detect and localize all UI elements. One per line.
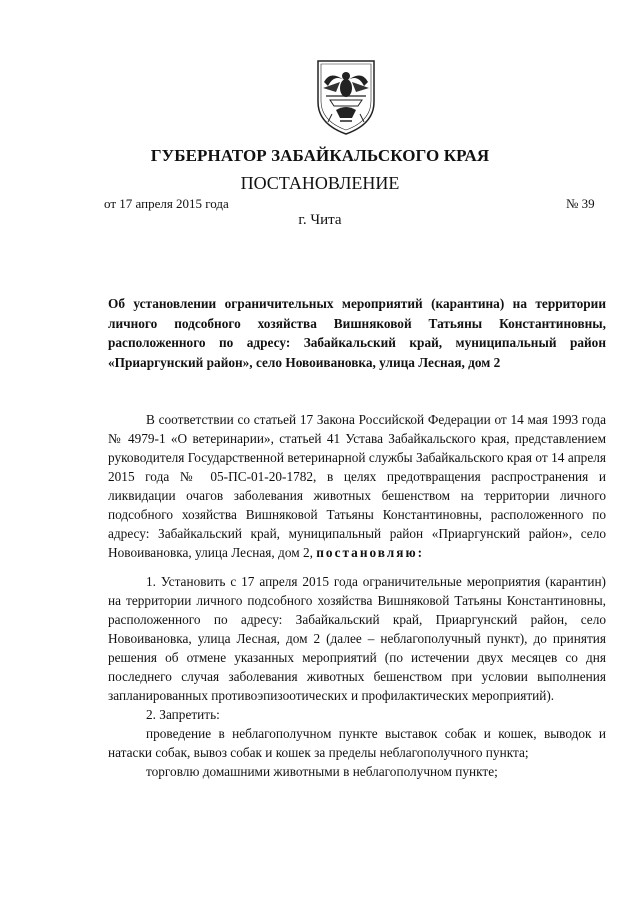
decree-date: от 17 апреля 2015 года: [104, 196, 229, 211]
item-2-a-paragraph: проведение в неблагополучном пункте выставок собак и кошек, выводок и натаски собак, вывоз собак и кошек за пределы неблагополучного пункта;: [108, 726, 606, 760]
item-2-paragraph: 2. Запретить:: [146, 707, 220, 722]
item-2-b-paragraph: торговлю домашними животными в неблагополучном пункте;: [146, 764, 498, 779]
preamble-paragraph: [108, 410, 606, 562]
governor-heading: ГУБЕРНАТОР ЗАБАЙКАЛЬСКОГО КРАЯ: [150, 146, 490, 165]
preamble-text: В соответствии со статьей 17 Закона Российской Федерации от 14 мая 1993 года № 4979-1 «О ветеринарии», статьей 41 Устава Забайкальского края, представлением руководителя Государственной ветеринарной службы Забайкальского края от 14 апреля 2015 года № 05-ПС-01-20-1782, в целях предотвращения распространения и ликвидации очагов заболевания животных бешенством на территории личного подсобного хозяйства Вишняковой Татьяны Константиновны, расположенного по адресу: Забайкальский край, муниципальный район «Приаргунский район», село Новоивановка, улица Лесная, дом 2,: [108, 412, 606, 560]
decree-number: № 39: [566, 196, 595, 211]
decree-body: [108, 410, 606, 781]
decree-heading: ПОСТАНОВЛЕНИЕ: [240, 173, 400, 193]
decree-city: г. Чита: [298, 212, 342, 228]
coat-of-arms-icon: [310, 58, 382, 136]
decree-emphasis: постановляю:: [316, 545, 425, 560]
item-1-paragraph: 1. Установить с 17 апреля 2015 года ограничительные мероприятия (карантин) на территории личного подсобного хозяйства Вишняковой Татьяны Константиновны, расположенного по адресу: Забайкальский край, Приаргунский район, село Новоивановка, улица Лесная, дом 2 (далее – неблагополучный пункт), до принятия решения об отмене указанных мероприятий (по истечении двух месяцев со дня последнего случая заболевания животных бешенством при условии выполнения запланированных противоэпизоотических и профилактических мероприятий).: [108, 574, 606, 703]
decree-title: Об установлении ограничительных мероприятий (карантина) на территории личного подсобного хозяйства Вишняковой Татьяны Константиновны, расположенного по адресу: Забайкальский край, муниципальный район «Приаргунский район», село Новоивановка, улица Лесная, дом 2: [108, 296, 606, 370]
